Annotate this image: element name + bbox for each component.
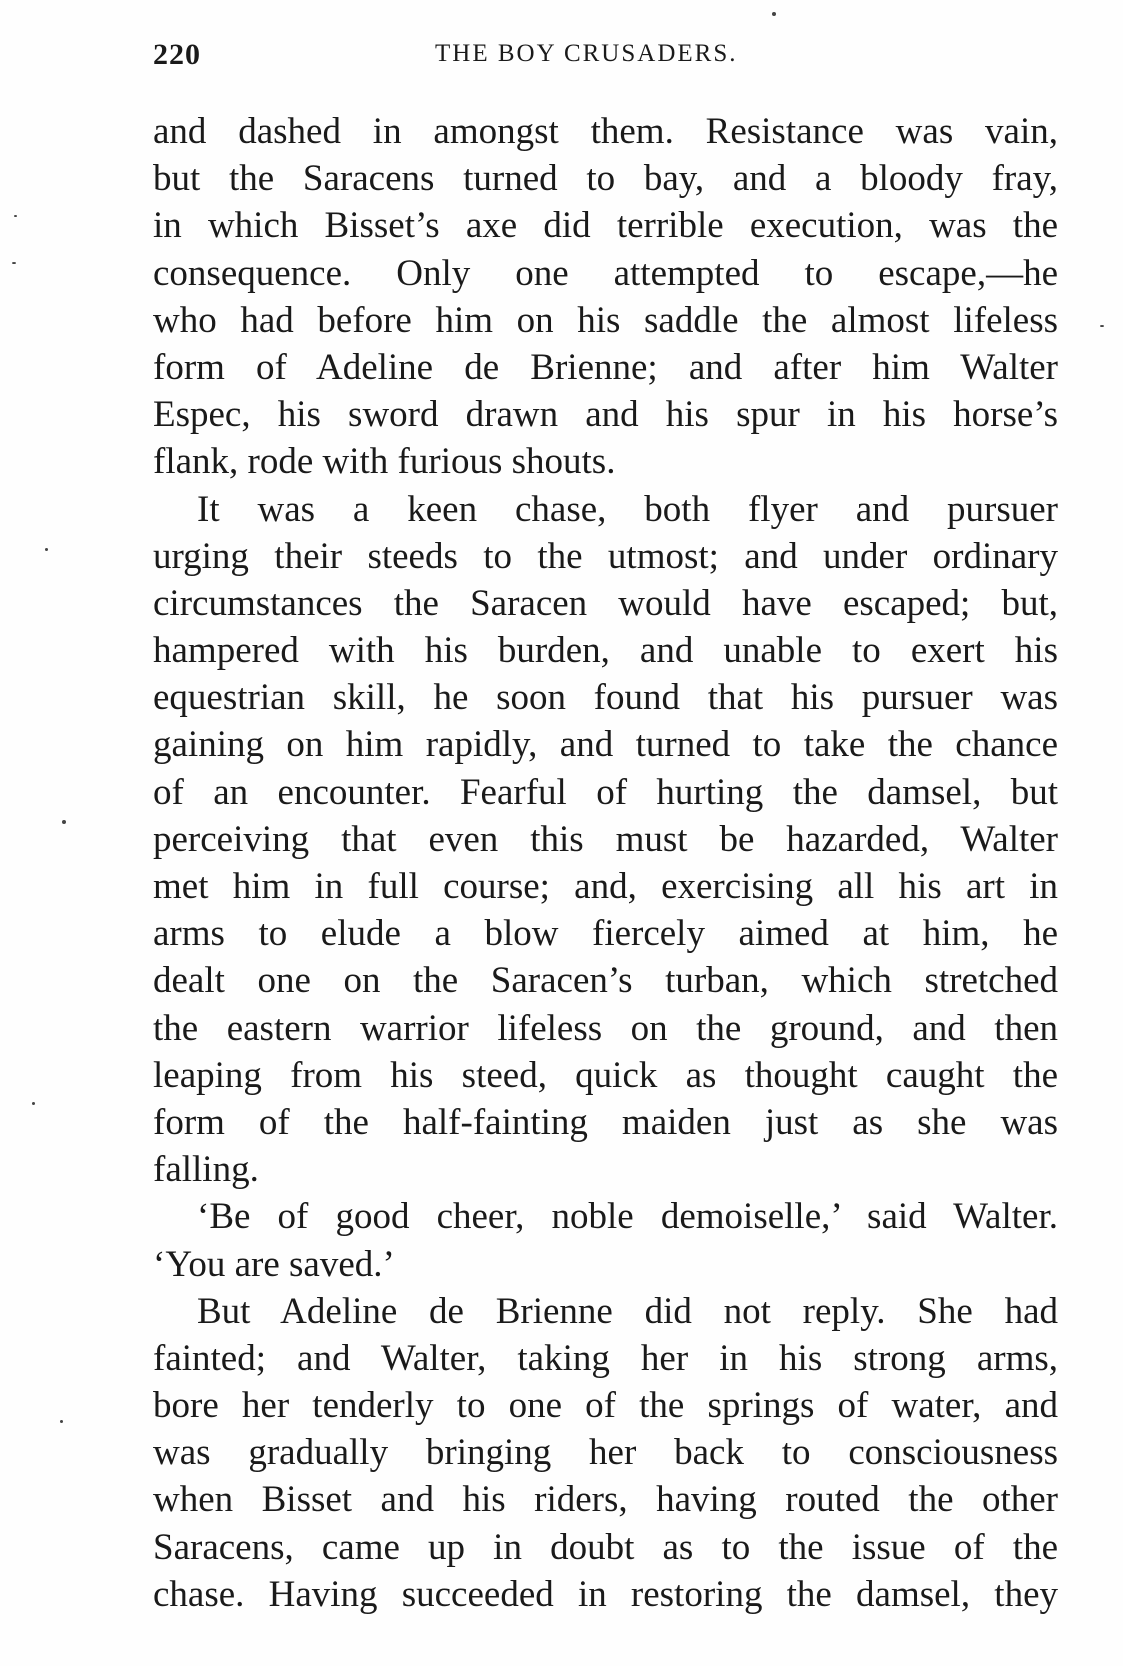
print-speck [62, 820, 66, 824]
page-number: 220 [153, 38, 201, 71]
text-line: of an encounter. Fearful of hurting the damsel, but [153, 771, 1058, 813]
page-header [153, 38, 1053, 78]
text-line: hampered with his burden, and unable to exert his [153, 630, 1058, 672]
text-line: leaping from his steed, quick as thought caught the [153, 1054, 1058, 1096]
text-line: met him in full course; and, exercising all his art in [153, 866, 1058, 907]
running-title: THE BOY CRUSADERS. [435, 40, 738, 67]
text-line: Saracens, came up in doubt as to the issue of the [153, 1526, 1058, 1568]
text-line: the eastern warrior lifeless on the ground, and then [153, 1007, 1058, 1049]
text-line: in which Bisset’s axe did terrible execution, was the [153, 205, 1058, 247]
text-line: chase. Having succeeded in restoring the damsel, they [153, 1573, 1058, 1615]
text-line: gaining on him rapidly, and turned to take the chance [153, 724, 1058, 766]
text-line: fainted; and Walter, taking her in his strong arms, [153, 1337, 1058, 1379]
text-line: flank, rode with furious shouts. [153, 441, 616, 483]
print-speck [32, 1102, 35, 1105]
text-line: who had before him on his saddle the almost lifeless [153, 299, 1058, 341]
print-speck [772, 12, 776, 16]
text-line: falling. [153, 1149, 259, 1191]
text-line: equestrian skill, he soon found that his pursuer was [153, 677, 1058, 719]
text-line: ‘You are saved.’ [153, 1243, 395, 1285]
print-speck [12, 262, 16, 264]
text-line: circumstances the Saracen would have escaped; but, [153, 582, 1058, 624]
print-speck [45, 548, 48, 551]
print-speck [1100, 325, 1104, 327]
text-line: dealt one on the Saracen’s turban, which stretched [153, 960, 1058, 1002]
text-line: form of the half-fainting maiden just as she was [153, 1101, 1058, 1143]
text-line: It was a keen chase, both flyer and pursuer [197, 488, 1058, 530]
text-line: and dashed in amongst them. Resistance was vain, [153, 111, 1058, 152]
text-line: But Adeline de Brienne did not reply. She had [197, 1290, 1058, 1332]
print-speck [14, 215, 17, 217]
body-text [153, 108, 1058, 1618]
text-line: was gradually bringing her back to consciousness [153, 1432, 1058, 1474]
text-line: bore her tenderly to one of the springs of water, and [153, 1385, 1058, 1427]
text-line: Espec, his sword drawn and his spur in his horse’s [153, 394, 1058, 436]
text-line: urging their steeds to the utmost; and under ordinary [153, 535, 1058, 577]
text-line: ‘Be of good cheer, noble demoiselle,’ said Walter. [197, 1196, 1058, 1238]
text-line: perceiving that even this must be hazarded, Walter [153, 818, 1058, 860]
text-line: consequence. Only one attempted to escape,—he [153, 252, 1058, 294]
text-line: when Bisset and his riders, having routed the other [153, 1479, 1058, 1521]
text-line: form of Adeline de Brienne; and after him Walter [153, 346, 1058, 388]
print-speck [60, 1420, 63, 1423]
text-line: but the Saracens turned to bay, and a bloody fray, [153, 158, 1058, 200]
text-line: arms to elude a blow fiercely aimed at him, he [153, 913, 1058, 955]
